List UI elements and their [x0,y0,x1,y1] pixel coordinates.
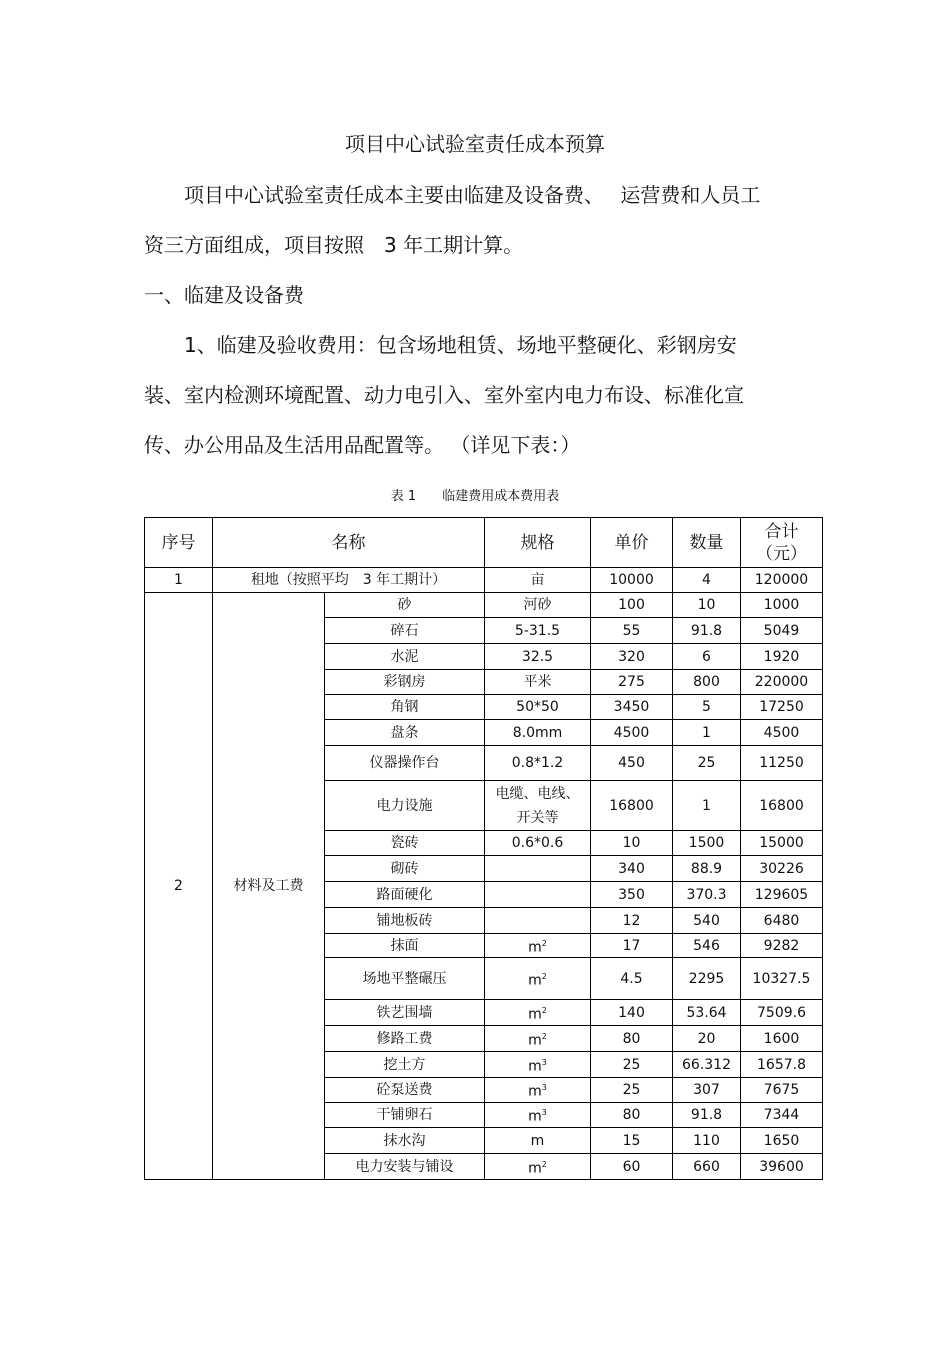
item-quantity: 546 [673,934,741,958]
header-name: 名称 [213,518,485,568]
item-spec-exponent: 3 [541,1057,547,1067]
item-quantity: 6 [673,644,741,670]
item-name: 瓷砖 [325,831,485,856]
item-name: 路面硬化 [325,882,485,908]
header-total [741,518,823,568]
item-total: 1650 [741,1128,823,1154]
item-unit-price: 10 [591,831,673,856]
intro-paragraph-line1: 项目中心试验室责任成本主要由临建及设备费、 运营费和人员工 [184,183,761,207]
section-heading-1: 一、临建及设备费 [144,283,304,307]
item-spec: 河砂 [485,593,591,618]
item-name: 砼泵送费 [325,1078,485,1103]
table-row [145,568,823,593]
item-unit-price: 3450 [591,695,673,720]
item-spec: 0.6*0.6 [485,831,591,856]
header-unit-price: 单价 [591,518,673,568]
item-spec-exponent: 2 [541,938,547,948]
item-unit-price: 15 [591,1128,673,1154]
header-total-line1: 合计 [764,521,799,542]
item-spec: 8.0mm [485,720,591,746]
table-row [145,593,823,618]
item-name: 挖土方 [325,1052,485,1078]
item-unit-price: 25 [591,1078,673,1103]
cost-table [144,517,823,1180]
item-unit-price: 80 [591,1026,673,1052]
row1-name: 租地（按照平均 3 年工期计） [213,568,485,593]
item-unit-price: 80 [591,1103,673,1128]
table-caption: 表 1 临建费用成本费用表 [390,489,560,504]
item-unit-price: 4500 [591,720,673,746]
item-unit-price: 340 [591,856,673,882]
item-spec-exponent: 2 [541,1031,547,1041]
item-total: 11250 [741,746,823,781]
item-unit-price: 16800 [591,781,673,831]
item-quantity: 307 [673,1078,741,1103]
item-spec [485,1078,591,1103]
item-total: 129605 [741,882,823,908]
item-unit-price: 4.5 [591,958,673,1000]
item-total: 9282 [741,934,823,958]
item-total: 16800 [741,781,823,831]
item-quantity: 10 [673,593,741,618]
item-unit-price: 450 [591,746,673,781]
item-spec [485,882,591,908]
header-total-line2: （元） [756,543,807,564]
table-header-row [145,518,823,568]
item-total: 7509.6 [741,1000,823,1026]
item-spec-exponent: 3 [541,1083,547,1093]
item-unit-price: 320 [591,644,673,670]
item-spec [485,856,591,882]
item-spec-line2: 开关等 [516,809,559,826]
item-spec: 32.5 [485,644,591,670]
item-spec-exponent: 2 [541,971,547,981]
item-total: 17250 [741,695,823,720]
item-spec: 0.8*1.2 [485,746,591,781]
item-quantity: 53.64 [673,1000,741,1026]
header-quantity: 数量 [673,518,741,568]
item-spec [485,958,591,1000]
item-total: 4500 [741,720,823,746]
item-quantity: 1500 [673,831,741,856]
item1-paragraph-line3: 传、办公用品及生活用品配置等。 （详见下表：） [144,433,581,457]
item-name: 角钢 [325,695,485,720]
item-quantity: 5 [673,695,741,720]
item1-paragraph-line1: 1、临建及验收费用：包含场地租赁、场地平整硬化、彩钢房安 [184,333,737,357]
item-unit-price: 60 [591,1154,673,1180]
item-spec [485,1000,591,1026]
item-quantity: 540 [673,908,741,934]
item-total: 39600 [741,1154,823,1180]
item-quantity: 88.9 [673,856,741,882]
item-name: 彩钢房 [325,670,485,695]
row1-total: 120000 [741,568,823,593]
item-spec-unit: m [528,1160,542,1177]
item-name: 抹水沟 [325,1128,485,1154]
item-spec-unit: m [528,1083,542,1100]
item-name: 铺地板砖 [325,908,485,934]
item-total: 30226 [741,856,823,882]
item-quantity: 91.8 [673,618,741,644]
item-name: 碎石 [325,618,485,644]
item-total: 1657.8 [741,1052,823,1078]
item-spec-unit: m [528,1058,542,1075]
item-name: 干铺卵石 [325,1103,485,1128]
item-spec [485,908,591,934]
item-unit-price: 25 [591,1052,673,1078]
item-spec [485,1052,591,1078]
item-total: 220000 [741,670,823,695]
item-spec-unit: m [528,939,542,956]
item-unit-price: 140 [591,1000,673,1026]
item-quantity: 800 [673,670,741,695]
item-spec [485,1103,591,1128]
item-spec [485,934,591,958]
item-name: 修路工费 [325,1026,485,1052]
item-quantity: 25 [673,746,741,781]
item-total: 1000 [741,593,823,618]
item-name: 砌砖 [325,856,485,882]
row1-spec: 亩 [485,568,591,593]
row1-unit-price: 10000 [591,568,673,593]
item-name: 电力安装与铺设 [325,1154,485,1180]
item-spec: m [485,1128,591,1154]
group2-category: 材料及工费 [213,593,325,1180]
intro-paragraph-line2: 资三方面组成，项目按照 3 年工期计算。 [144,233,524,257]
item-total: 7675 [741,1078,823,1103]
item-spec: 平米 [485,670,591,695]
item-quantity: 91.8 [673,1103,741,1128]
item-total: 1920 [741,644,823,670]
item-spec-unit: m [528,1108,542,1125]
item-spec-unit: m [528,1032,542,1049]
item-name: 仪器操作台 [325,746,485,781]
item-quantity: 110 [673,1128,741,1154]
item-unit-price: 12 [591,908,673,934]
item-spec: 5-31.5 [485,618,591,644]
item-spec: 50*50 [485,695,591,720]
item-spec-exponent: 2 [541,1159,547,1169]
item-quantity: 370.3 [673,882,741,908]
item-total: 7344 [741,1103,823,1128]
item-name: 砂 [325,593,485,618]
item-total: 15000 [741,831,823,856]
header-no: 序号 [145,518,213,568]
item-name: 场地平整碾压 [325,958,485,1000]
item-unit-price: 350 [591,882,673,908]
item-spec [485,1026,591,1052]
item-name: 抹面 [325,934,485,958]
item-name: 水泥 [325,644,485,670]
item-total: 6480 [741,908,823,934]
item-quantity: 20 [673,1026,741,1052]
item-name: 电力设施 [325,781,485,831]
item-unit-price: 275 [591,670,673,695]
item-unit-price: 55 [591,618,673,644]
item-spec-unit: m [528,972,542,989]
item-unit-price: 100 [591,593,673,618]
item-quantity: 2295 [673,958,741,1000]
row1-no: 1 [145,568,213,593]
header-spec: 规格 [485,518,591,568]
item-unit-price: 17 [591,934,673,958]
item-quantity: 1 [673,720,741,746]
item-total: 10327.5 [741,958,823,1000]
item-total: 1600 [741,1026,823,1052]
group2-no: 2 [145,593,213,1180]
item-spec [485,781,591,831]
item-spec-unit: m [528,1006,542,1023]
item1-paragraph-line2: 装、室内检测环境配置、动力电引入、室外室内电力布设、标准化宣 [144,383,744,407]
item-spec-line1: 电缆、电线、 [495,785,580,802]
row1-quantity: 4 [673,568,741,593]
item-quantity: 660 [673,1154,741,1180]
item-total: 5049 [741,618,823,644]
item-spec-exponent: 3 [541,1108,547,1118]
item-spec [485,1154,591,1180]
item-quantity: 1 [673,781,741,831]
document-title: 项目中心试验室责任成本预算 [345,132,605,156]
item-name: 盘条 [325,720,485,746]
item-quantity: 66.312 [673,1052,741,1078]
item-spec-exponent: 2 [541,1005,547,1015]
item-name: 铁艺围墙 [325,1000,485,1026]
